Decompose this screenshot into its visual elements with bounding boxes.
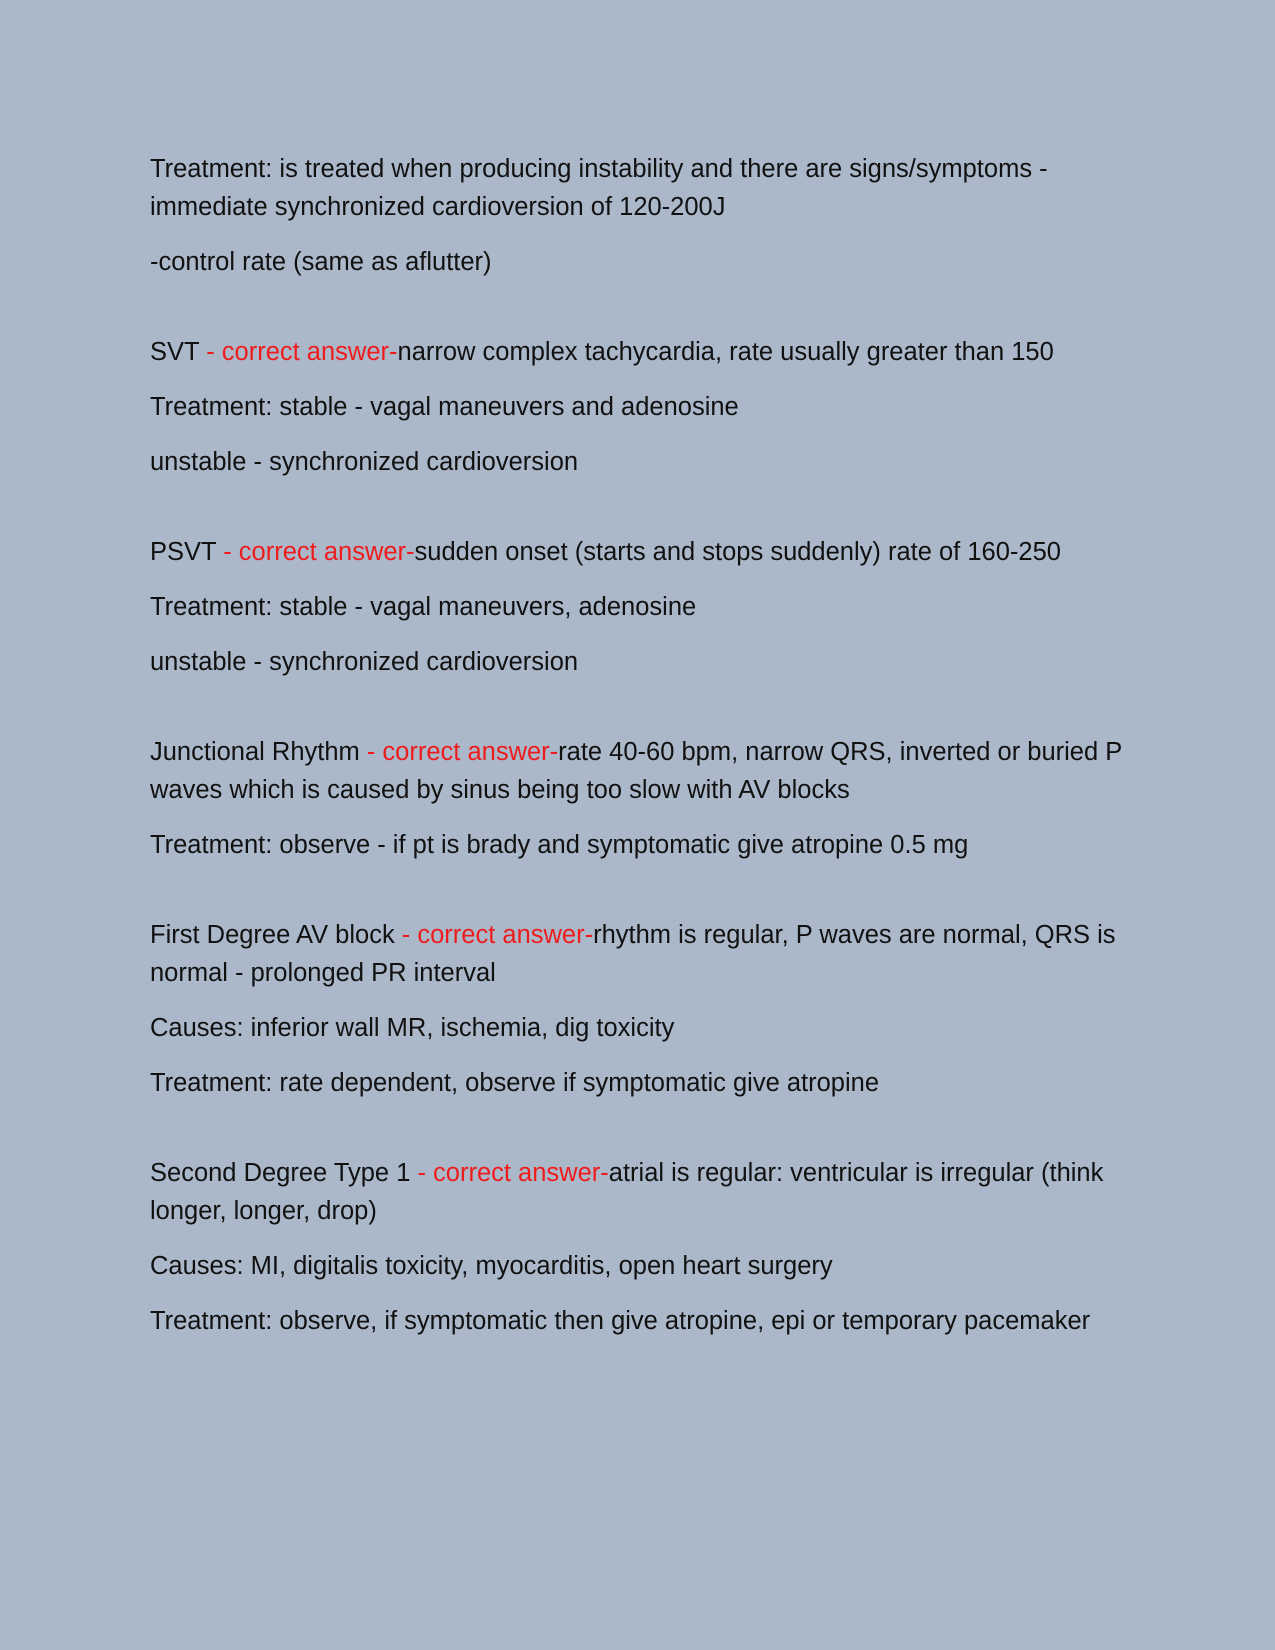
term: First Degree AV block (150, 921, 402, 949)
flashcard-block-junctional-rhythm (150, 733, 1125, 864)
flashcard-block-psvt (150, 533, 1125, 681)
spacer (150, 698, 1125, 733)
flashcard-block-first-degree-av-block (150, 916, 1125, 1102)
correct-answer-marker: - correct answer- (401, 921, 594, 949)
spacer (150, 1119, 1125, 1154)
flashcard-block-second-degree-type-1 (150, 1154, 1125, 1340)
treatment-line: Treatment: observe - if pt is brady and symptomatic give atropine 0.5 mg (150, 831, 969, 859)
term: Second Degree Type 1 (150, 1159, 418, 1187)
treatment-line: unstable - synchronized cardioversion (150, 648, 579, 676)
term: Junctional Rhythm (150, 738, 367, 766)
spacer (150, 498, 1125, 533)
correct-answer-marker: - correct answer- (366, 738, 559, 766)
spacer (150, 881, 1125, 916)
treatment-line: unstable - synchronized cardioversion (150, 448, 579, 476)
correct-answer-marker: - correct answer- (417, 1159, 609, 1187)
definition: rhythm is regular, P waves are normal, QRS is normal - prolonged PR interval (150, 921, 1116, 987)
definition: atrial is regular: ventricular is irregular (think longer, longer, drop) (150, 1159, 1104, 1225)
note-line: -control rate (same as aflutter) (150, 248, 492, 276)
correct-answer-marker: - correct answer- (206, 338, 398, 366)
flashcard-block-svt (150, 333, 1125, 481)
causes-line: Causes: inferior wall MR, ischemia, dig toxicity (150, 1014, 675, 1042)
correct-answer-marker: - correct answer- (223, 538, 415, 566)
flashcard-block-continuation (150, 150, 1125, 281)
treatment-line: Treatment: observe, if symptomatic then give atropine, epi or temporary pacemaker (150, 1307, 1091, 1335)
definition: rate 40-60 bpm, narrow QRS, inverted or buried P waves which is caused by sinus being too slow with AV blocks (150, 738, 1122, 804)
term-definition-line (150, 533, 1125, 571)
term-definition-line (150, 1154, 1125, 1230)
term: PSVT (150, 538, 224, 566)
treatment-line: Treatment: rate dependent, observe if symptomatic give atropine (150, 1069, 880, 1097)
term-definition-line (150, 733, 1125, 809)
causes-line: Causes: MI, digitalis toxicity, myocarditis, open heart surgery (150, 1252, 833, 1280)
treatment-line: Treatment: stable - vagal maneuvers and adenosine (150, 393, 739, 421)
spacer (150, 298, 1125, 333)
definition: sudden onset (starts and stops suddenly) rate of 160-250 (414, 538, 1061, 566)
definition: narrow complex tachycardia, rate usually greater than 150 (397, 338, 1054, 366)
term-definition-line (150, 333, 1125, 371)
term-definition-line (150, 916, 1125, 992)
treatment-line: Treatment: is treated when producing instability and there are signs/symptoms - immediate synchronized cardioversion of 120-200J (150, 155, 1048, 221)
treatment-line: Treatment: stable - vagal maneuvers, adenosine (150, 593, 697, 621)
term: SVT (150, 338, 207, 366)
